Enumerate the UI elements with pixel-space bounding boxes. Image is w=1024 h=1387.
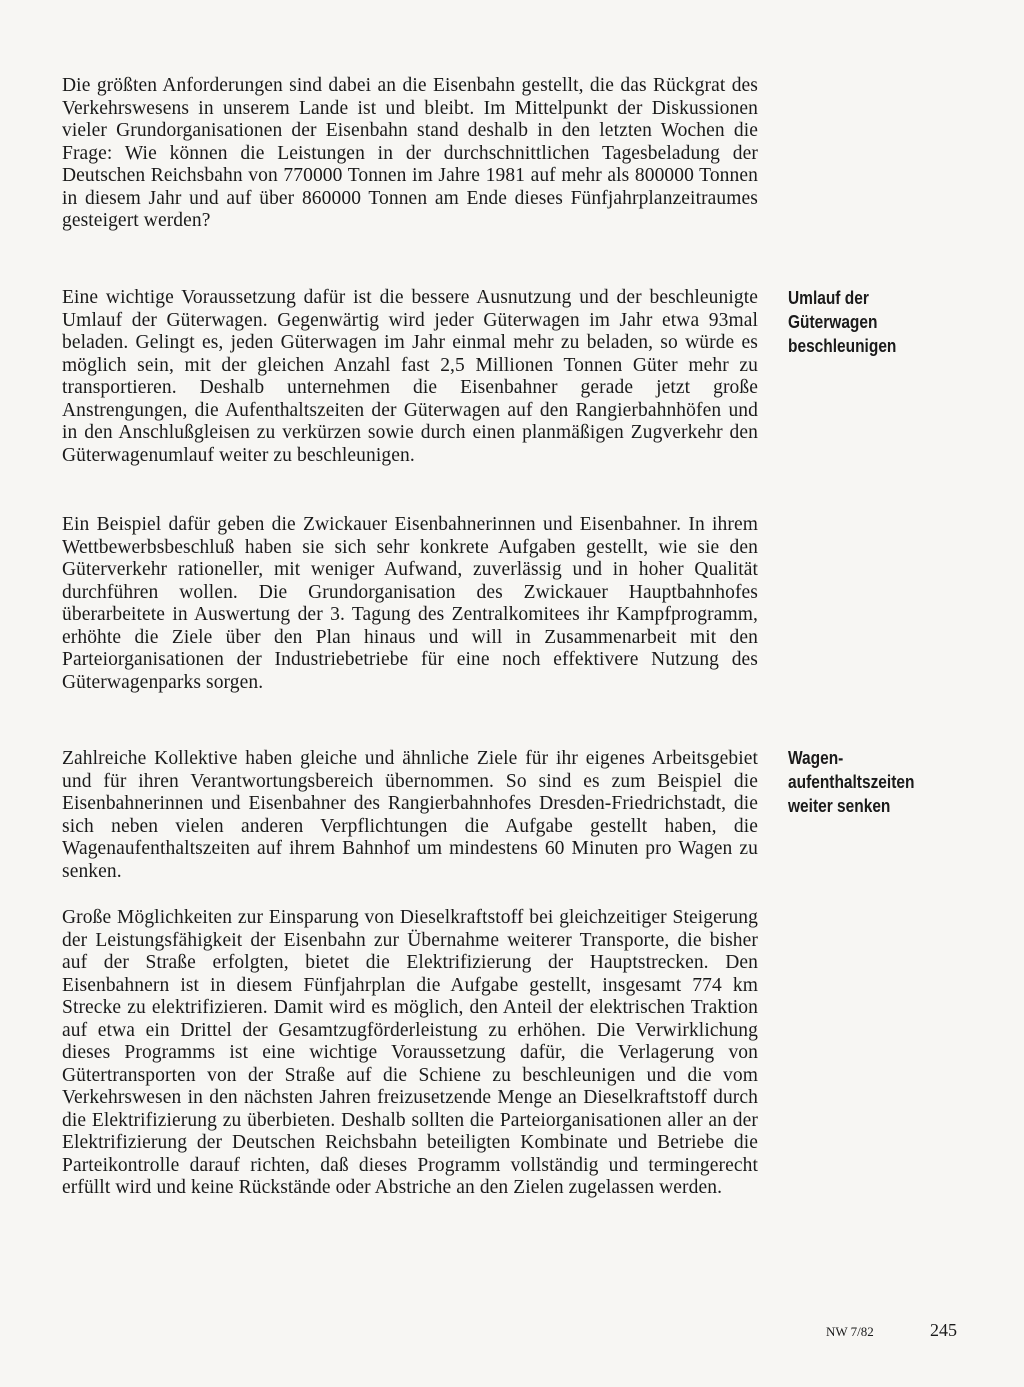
margin-note-umlauf (788, 286, 960, 358)
paragraph-dresden: Zahlreiche Kollektive haben gleiche und ähnliche Ziele für ihr eigenes Arbeitsgebiet und für ihren Verantwortungsbereich übernommen. So sind es zum Beispiel die Eisenbahnerinnen und Eisenbahner des Rangierbahnhofes Dresden-Friedrichstadt, die sich neben vielen anderen Verpflichtungen die Aufgabe gestellt haben, die Wagenaufenthaltszeiten auf ihrem Bahnhof um mindestens 60 Minuten pro Wagen zu senken. (62, 748, 758, 882)
margin-note-line: Güterwagen (788, 312, 878, 332)
margin-note-line: Wagen- (788, 748, 844, 768)
paragraph-gueterwagen: Eine wichtige Voraussetzung dafür ist die bessere Ausnutzung und der beschleunigte Umlauf der Güterwagen. Gegenwärtig wird jeder Güterwagen im Jahr etwa 93mal beladen. Gelingt es, jeden Güterwagen im Jahr einmal mehr zu beladen, so würde es möglich sein, mit der gleichen Anzahl fast 2,5 Millionen Tonnen Güter mehr zu transportieren. Deshalb unternehmen die Eisenbahner gerade jetzt große Anstrengungen, die Aufenthaltszeiten der Güterwagen auf den Rangierbahnhöfen und in den Anschlußgleisen zu verkürzen sowie durch einen planmäßigen Zugverkehr den Güterwagenumlauf weiter zu beschleunigen. (62, 287, 758, 466)
margin-note-line: Umlauf der (788, 288, 869, 308)
margin-note-line: aufenthaltszeiten (788, 772, 915, 792)
paragraph-zwickau: Ein Beispiel dafür geben die Zwickauer Eisenbahnerinnen und Eisenbahner. In ihrem Wettbewerbsbeschluß haben sie sich sehr konkrete Aufgaben gestellt, wie sie den Güterverkehr rationeller, mit weniger Aufwand, zuverlässig und in hoher Qualität durchführen wollen. Die Grundorganisation des Zwickauer Hauptbahnhofes überarbeitete in Auswertung der 3. Tagung des Zentralkomitees ihr Kampfprogramm, erhöhte die Ziele über den Plan hinaus und will in Zusammenarbeit mit den Parteiorganisationen der Industriebetriebe für eine noch effektivere Nutzung des Güterwagenparks sorgen. (62, 514, 758, 693)
margin-note-line: beschleunigen (788, 336, 897, 356)
paragraph-elektrifizierung: Große Möglichkeiten zur Einsparung von Dieselkraftstoff bei gleichzeitiger Steigerung der Leistungsfähigkeit der Eisenbahn zur Übernahme weiterer Transporte, die bisher auf der Straße erfolgten, bietet die Elektrifizierung der Hauptstrecken. Den Eisenbahnern ist in diesem Fünfjahrplan die Aufgabe gestellt, insgesamt 774 km Strecke zu elektrifizieren. Damit wird es möglich, den Anteil der elektrischen Traktion auf etwa ein Drittel der Gesamtzugförderleistung zu erhöhen. Die Verwirklichung dieses Programms ist eine wichtige Voraussetzung dafür, die Verlagerung von Gütertransporten von der Straße auf die Schiene zu beschleunigen und die vom Verkehrswesen in den nächsten Jahren freizusetzende Menge an Dieselkraftstoff durch die Elektrifizierung zu überbieten. Deshalb sollten die Parteiorganisationen aller an der Elektrifizierung der Deutschen Reichsbahn beteiligten Kombinate und Betriebe die Parteikontrolle darauf richten, daß dieses Programm vollständig und termingerecht erfüllt wird und keine Rückstände oder Abstriche an den Zielen zugelassen werden. (62, 907, 758, 1198)
margin-note-wagenaufenthalt (788, 746, 960, 818)
page-number: 245 (930, 1320, 957, 1340)
margin-note-line: weiter senken (788, 796, 891, 816)
issue-code: NW 7/82 (826, 1324, 874, 1339)
paragraph-intro: Die größten Anforderungen sind dabei an die Eisenbahn gestellt, die das Rückgrat des Verkehrswesens in unserem Lande ist und bleibt. Im Mittelpunkt der Diskussionen vieler Grundorganisationen der Eisenbahn stand deshalb in den letzten Wochen die Frage: Wie können die Leistungen in der durchschnittlichen Tagesbeladung der Deutschen Reichsbahn von 770000 Tonnen im Jahre 1981 auf mehr als 800000 Tonnen in diesem Jahr und auf über 860000 Tonnen am Ende dieses Fünfjahrplanzeitraumes gesteigert werden? (62, 75, 758, 231)
